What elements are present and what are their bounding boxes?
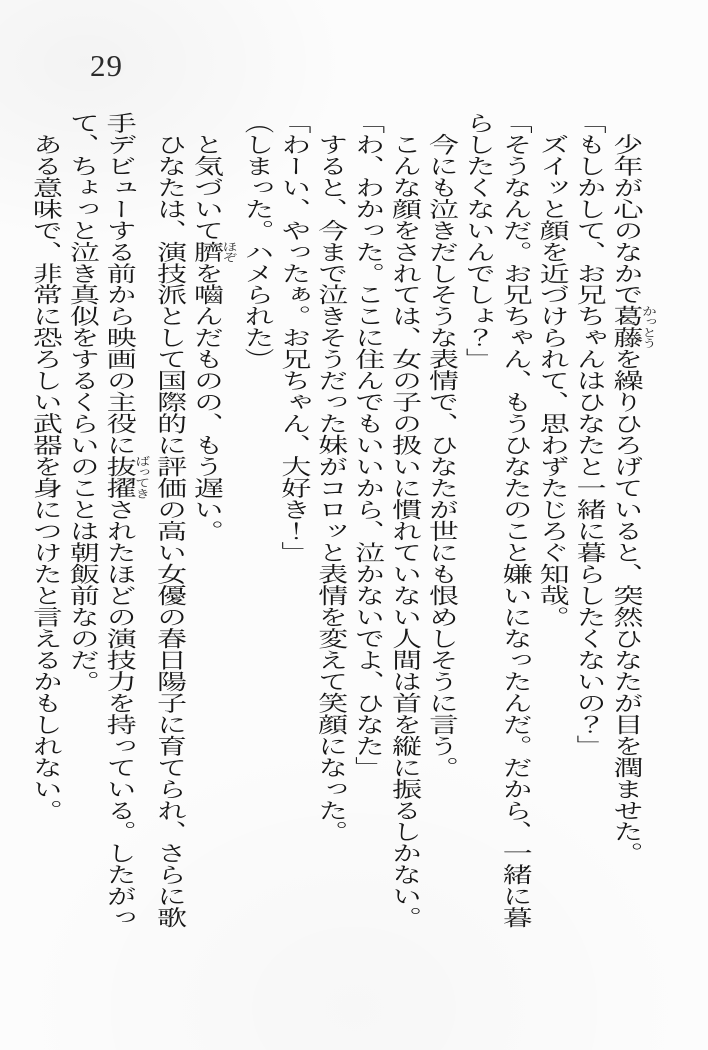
ruby-annotated-word: 葛藤かっとう (608, 305, 656, 349)
novel-text-block (25, 112, 656, 935)
text-column-13: ひなたは、演技派として国際的に評価の高い女優の春日陽子に育てられ、さらに歌 (152, 133, 186, 929)
text-column-8: 「わ、わかった。ここに住んでもいいから、泣かないでよ、ひなた」 (350, 112, 384, 778)
text-column-11: （しまった。ハメられた） (239, 112, 273, 370)
ruby-annotated-word: 抜擢ばってき (101, 455, 150, 499)
furigana: かっとう (640, 305, 656, 349)
furigana: ほぞ (220, 240, 237, 263)
text-column-6: 今にも泣きだしそうな表情で、ひなたが世にも恨めしそうに言う。 (423, 133, 457, 778)
text-column-12: と気づいて臍ほぞを嚙んだものの、もう遅い。 (189, 133, 237, 542)
text-column-4: 「そうなんだ。お兄ちゃん、もうひなたのこと嫌いになったんだ。だから、一緒に暮 (497, 112, 531, 929)
text-column-16: ある意味で、非常に恐ろしい武器を身につけたと言えるかもしれない。 (27, 133, 61, 821)
text-column-2: 「もしかして、お兄ちゃんはひなたと一緒に暮らしたくないの？」 (571, 112, 605, 757)
ruby-annotated-word: 臍ほぞ (189, 240, 237, 263)
page-number: 29 (90, 48, 123, 83)
text-column-1: 少年が心のなかで葛藤かっとうを繰りひろげていると、突然ひなたが目を潤ませた。 (608, 133, 656, 864)
text-column-7: こんな顔をされては、女の子の扱いに慣れていない人間は首を縦に振るしかない。 (387, 133, 421, 929)
text-column-5: らしたくないんでしょ？」 (460, 112, 494, 370)
text-column-10: 「わーい、やったぁ。お兄ちゃん、大好き！」 (276, 112, 310, 564)
text-column-15: て、ちょっと泣き真似をするくらいのことは朝飯前なのだ。 (64, 112, 98, 692)
text-column-9: すると、今まで泣きそうだった妹がコロッと表情を変えて笑顔になった。 (313, 133, 347, 843)
text-column-14: 手デビューする前から映画の主役に抜擢ばってきされたほどの演技力を持っている。したがっ (101, 112, 150, 929)
furigana: ばってき (133, 455, 150, 499)
text-column-3: ズイッと顔を近づけられて、思わずたじろぐ知哉。 (534, 133, 568, 628)
